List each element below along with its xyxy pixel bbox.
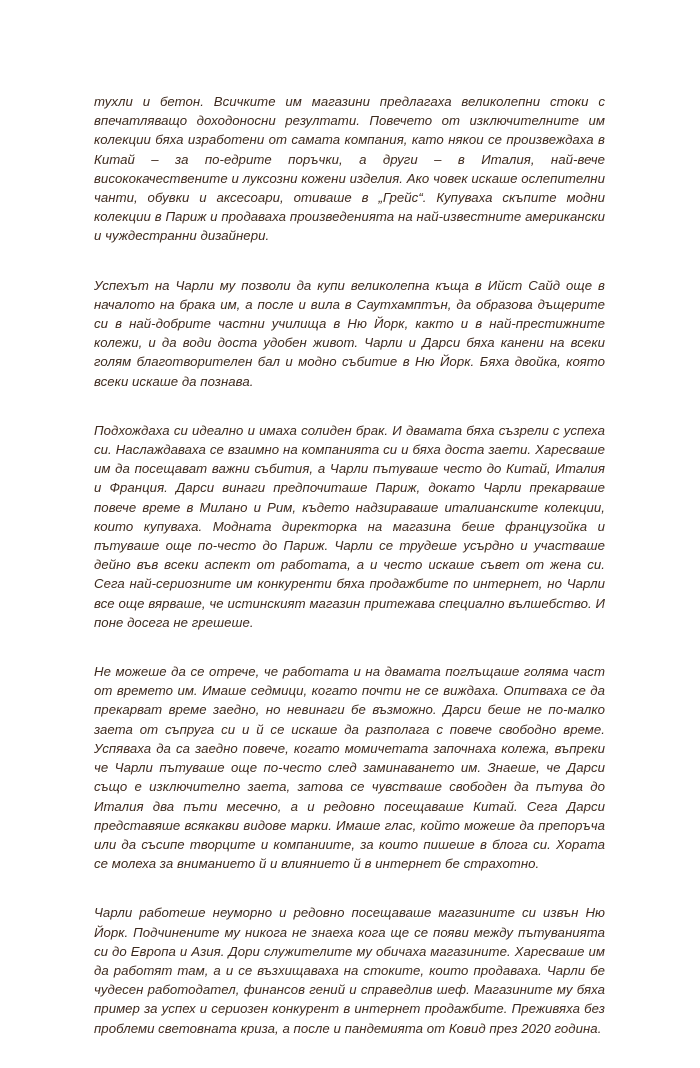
paragraph-4: Не можеше да се отрече, че работата и на двамата поглъщаше голяма част от времето им. Имаше седмици, когато почти не се виждаха. Опитваха се да прекарват време заедно, но невинаги бе възможно. Дарси беше не по-малко заета от съпруга си и й се искаше да разполага с повече свободно време. Успяваха да са заедно повече, когато момичетата започнаха колежа, въпреки че Чарли пътуваше още по-често след заминаването им. Знаеше, че Дарси също е изключително заета, затова се чувстваше свободен да пътува до Италия два пъти месечно, а и редовно посещаваше Китай. Сега Дарси представяше всякакви видове марки. Имаше глас, който можеше да препоръча или да съсипе творците и компаниите, за които пишеше в блога си. Хората се молеха за вниманието й и влиянието й в интернет бе страхотно. [94,664,605,872]
paragraph-2: Успехът на Чарли му позволи да купи великолепна къща в Ийст Сайд още в началото на брака им, а после и вила в Саутхамптън, да образова дъщерите си в най-добрите частни училища в Ню Йорк, както и в най-престижните колежи, и да води доста удобен живот. Чарли и Дарси бяха канени на всеки голям благотворителен бал и модно събитие в Ню Йорк. Бяха двойка, която всеки искаше да познава. [94,277,605,389]
document-body [94,92,605,1068]
paragraph-5: Чарли работеше неуморно и редовно посещаваше магазините си извън Ню Йорк. Подчинените му никога не знаеха кога ще се появи между пътуванията си до Европа и Азия. Дори служителите му обичаха магазините. Харесваше им да работят там, а и се възхищаваха на стоките, които продаваха. Чарли бе чудесен работодател, финансов гений и справедлив шеф. Магазините му бяха пример за успех и сериозен конкурент в интернет продажбите. Преживяха без проблеми световната криза, а после и пандемията от Ковид през 2020 година. [94,905,605,1036]
paragraph-1: тухли и бетон. Всичките им магазини предлагаха великолепни стоки с впечатляващо доходоносни резултати. Повечето от изключителните им колекции бяха изработени от самата компания, като някои се произвеждаха в Китай – за по-едрите поръчки, а други – в Италия, най-вече висококачествените и луксозни кожени изделия. Ако човек искаше ослепителни чанти, обувки и аксесоари, отиваше в „Грейс“. Купуваха скъпите модни колекции в Париж и продаваха произведенията на най-известните американски и чуждестранни дизайнери. [94,94,605,244]
paragraph-3: Подхождаха си идеално и имаха солиден брак. И двамата бяха съзрели с успеха си. Наслаждаваха се взаимно на компанията си и бяха доста заети. Харесваше им да посещават важни събития, а Чарли пътуваше често до Китай, Италия и Франция. Дарси винаги предпочиташе Париж, докато Чарли прекарваше повече време в Милано и Рим, където надзираваше италианските колекции, които купуваха. Модната директорка на магазина беше французойка и пътуваше още по-често до Париж. Чарли се трудеше усърдно и участваше дейно във всеки аспект от работата, а и често искаше съвет от жена си. Сега най-сериозните им конкуренти бяха продажбите по интернет, но Чарли все още вярваше, че истинският магазин притежава специално вълшебство. И поне досега не грешеше. [94,422,605,630]
